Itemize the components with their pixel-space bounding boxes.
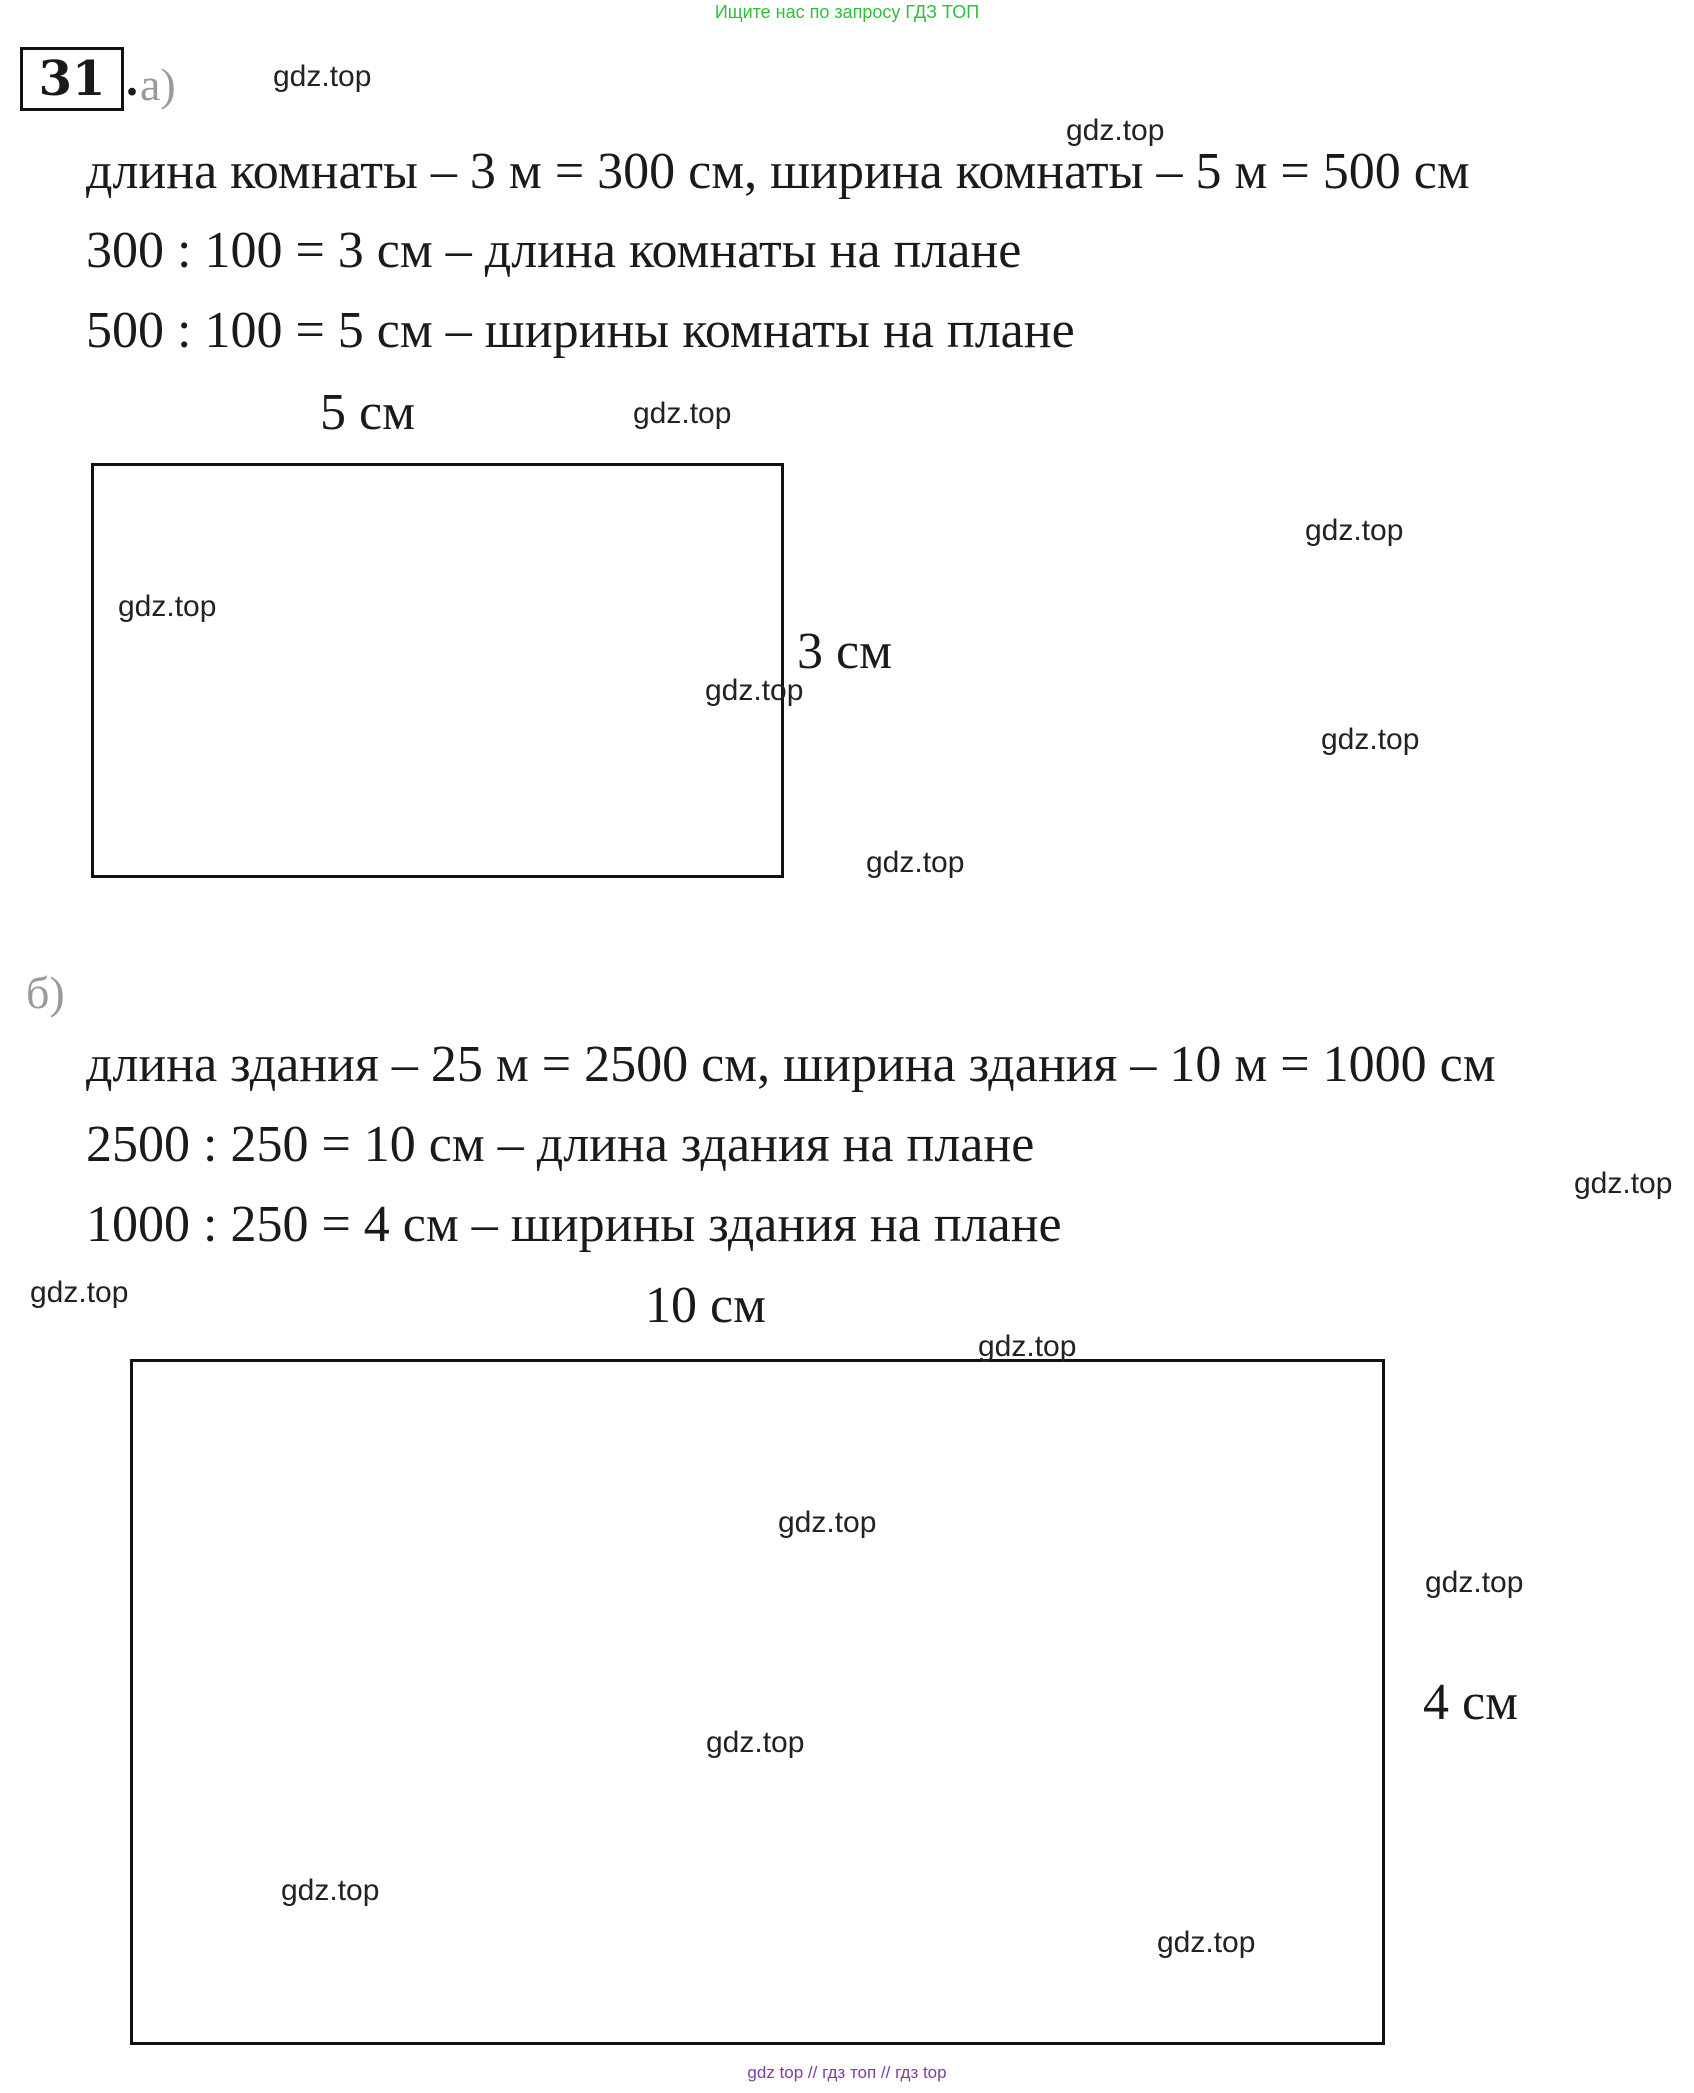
watermark: gdz.top <box>1574 1167 1673 1200</box>
part-b-label: б) <box>26 967 65 1018</box>
part-b-line-3: 1000 : 250 = 4 см – ширины здания на плане <box>86 1196 1062 1253</box>
watermark: gdz.top <box>273 60 372 93</box>
watermark: gdz.top <box>30 1276 129 1309</box>
room-plan-length-label: 3 см <box>797 623 892 680</box>
task-number-dot: . <box>126 53 138 106</box>
watermark: gdz.top <box>1305 514 1404 547</box>
watermark: gdz.top <box>978 1330 1077 1363</box>
task-number-box: 31 <box>20 47 124 111</box>
part-a-line-1: длина комнаты – 3 м = 300 см, ширина комнаты – 5 м = 500 см <box>86 143 1470 200</box>
part-a-line-2: 300 : 100 = 3 см – длина комнаты на плане <box>86 222 1022 279</box>
building-plan-width-label: 4 см <box>1423 1674 1518 1731</box>
watermark: gdz.top <box>1066 114 1165 147</box>
part-b-line-2: 2500 : 250 = 10 см – длина здания на плане <box>86 1116 1035 1173</box>
room-plan-rectangle <box>91 463 784 878</box>
building-plan-length-label: 10 см <box>645 1277 766 1334</box>
watermark: gdz.top <box>866 846 965 879</box>
watermark: gdz.top <box>778 1506 877 1539</box>
watermark: gdz.top <box>118 590 217 623</box>
part-a-label: а) <box>140 59 176 110</box>
watermark: gdz.top <box>1157 1926 1256 1959</box>
watermark: gdz.top <box>633 397 732 430</box>
room-plan-width-label: 5 см <box>320 384 415 441</box>
watermark: gdz.top <box>705 674 804 707</box>
header-banner[interactable]: Ищите нас по запросу ГДЗ ТОП <box>714 2 980 22</box>
footer-links[interactable]: gdz top // гдз топ // гдз top <box>747 2063 947 2082</box>
part-a-line-3: 500 : 100 = 5 см – ширины комнаты на плане <box>86 302 1075 359</box>
watermark: gdz.top <box>1321 723 1420 756</box>
watermark: gdz.top <box>281 1874 380 1907</box>
watermark: gdz.top <box>1425 1566 1524 1599</box>
watermark: gdz.top <box>706 1726 805 1759</box>
part-b-line-1: длина здания – 25 м = 2500 см, ширина здания – 10 м = 1000 см <box>86 1036 1496 1093</box>
